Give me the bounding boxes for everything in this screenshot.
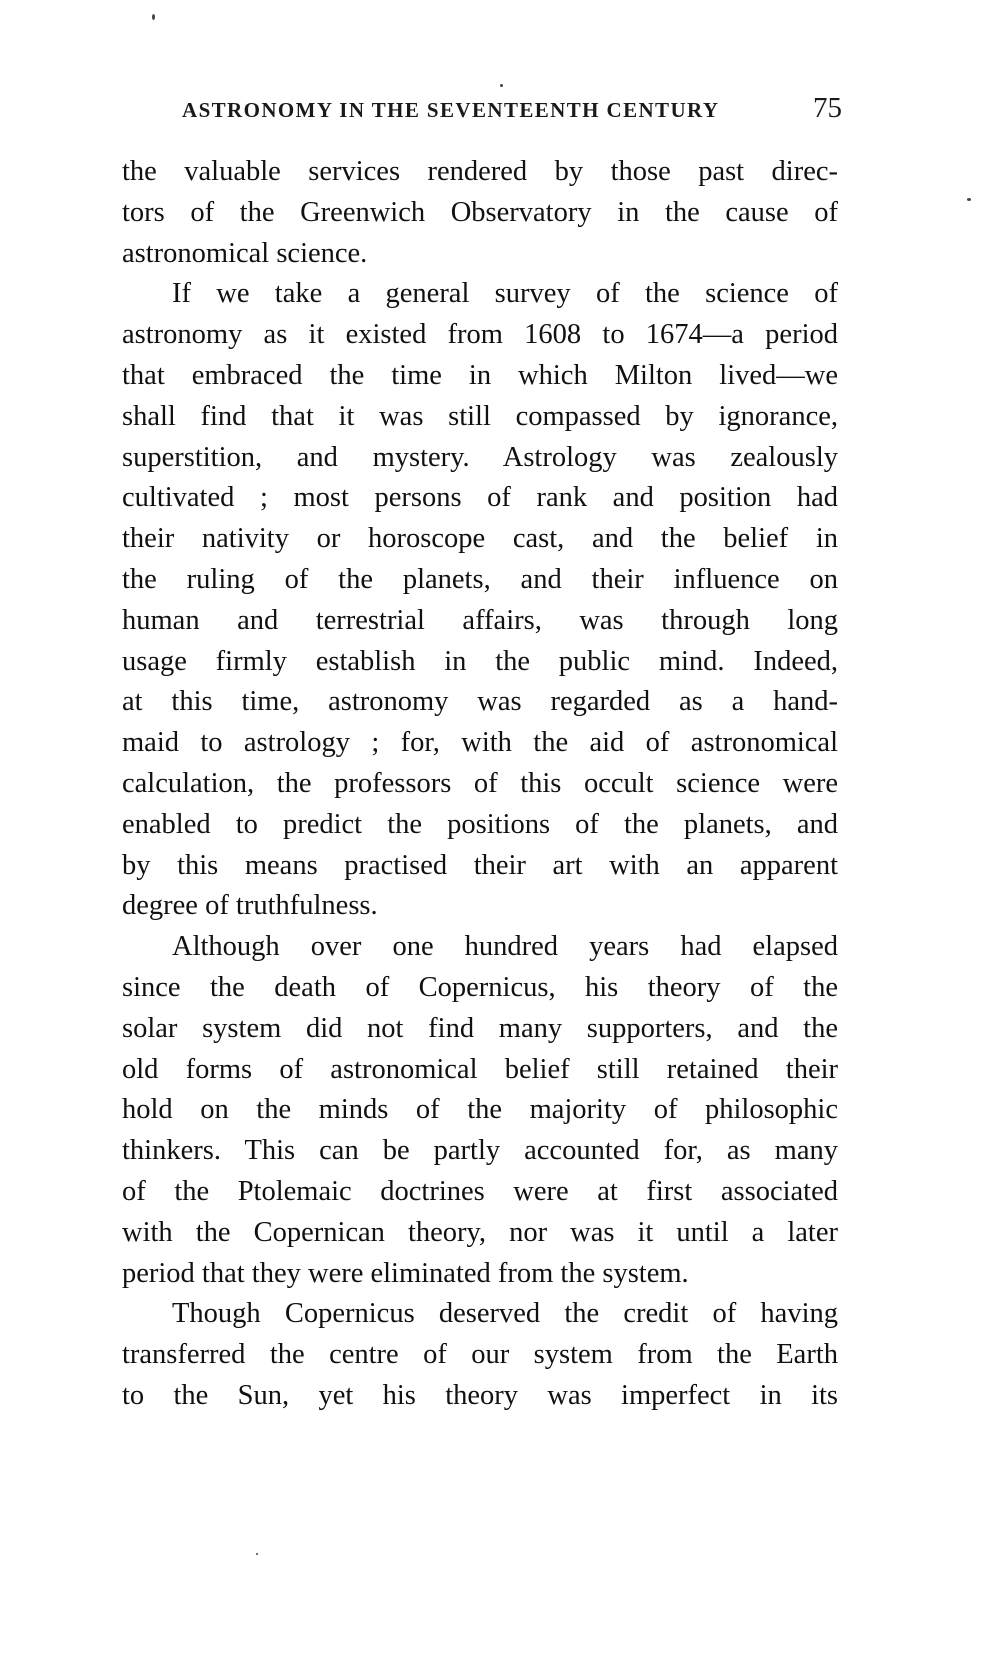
scan-speck (500, 84, 503, 87)
text-line: astronomy as it existed from 1608 to 1674—a period (122, 319, 838, 351)
text-line: at this time, astronomy was regarded as a hand- (122, 686, 838, 718)
text-line: cultivated ; most persons of rank and position had (122, 482, 838, 514)
scan-speck (152, 14, 155, 20)
body-text (122, 152, 838, 1417)
text-line: the valuable services rendered by those past direc- (122, 156, 838, 187)
text-line: to the Sun, yet his theory was imperfect in its (122, 1379, 838, 1411)
scan-speck (967, 198, 971, 201)
text-line: transferred the centre of our system from the Earth (122, 1339, 838, 1371)
scan-speck (256, 1553, 258, 1555)
page-number: 75 (813, 92, 842, 124)
text-line: shall find that it was still compassed by ignorance, (122, 400, 838, 432)
text-line: maid to astrology ; for, with the aid of astronomical (122, 727, 838, 759)
text-line: of the Ptolemaic doctrines were at first associated (122, 1175, 838, 1207)
running-title: ASTRONOMY IN THE SEVENTEENTH CENTURY (182, 98, 720, 122)
text-line: the ruling of the planets, and their influence on (122, 563, 838, 595)
text-line: Though Copernicus deserved the credit of having (172, 1298, 838, 1330)
running-head (182, 92, 842, 125)
text-line: solar system did not find many supporters, and the (122, 1012, 838, 1044)
text-line: superstition, and mystery. Astrology was zealously (122, 441, 838, 473)
text-line: tors of the Greenwich Observatory in the cause of (122, 196, 838, 228)
text-line: calculation, the professors of this occult science were (122, 767, 838, 799)
text-line: thinkers. This can be partly accounted for, as many (122, 1135, 838, 1167)
text-line: since the death of Copernicus, his theory of the (122, 971, 838, 1003)
text-line: by this means practised their art with an apparent (122, 849, 838, 881)
text-line: If we take a general survey of the science of (172, 278, 838, 310)
text-line: degree of truthfulness. (122, 890, 378, 922)
text-line: usage firmly establish in the public mind. Indeed, (122, 645, 838, 677)
text-line: hold on the minds of the majority of philosophic (122, 1094, 838, 1126)
text-line: their nativity or horoscope cast, and the belief in (122, 523, 838, 555)
text-line: old forms of astronomical belief still retained their (122, 1053, 838, 1085)
text-line: with the Copernican theory, nor was it until a later (122, 1216, 838, 1248)
text-line: that embraced the time in which Milton lived—we (122, 359, 838, 391)
text-line: astronomical science. (122, 237, 368, 269)
text-line: period that they were eliminated from the system. (122, 1257, 689, 1289)
text-line: Although over one hundred years had elapsed (172, 931, 838, 963)
text-line: human and terrestrial affairs, was through long (122, 604, 838, 636)
text-line: enabled to predict the positions of the planets, and (122, 808, 838, 840)
